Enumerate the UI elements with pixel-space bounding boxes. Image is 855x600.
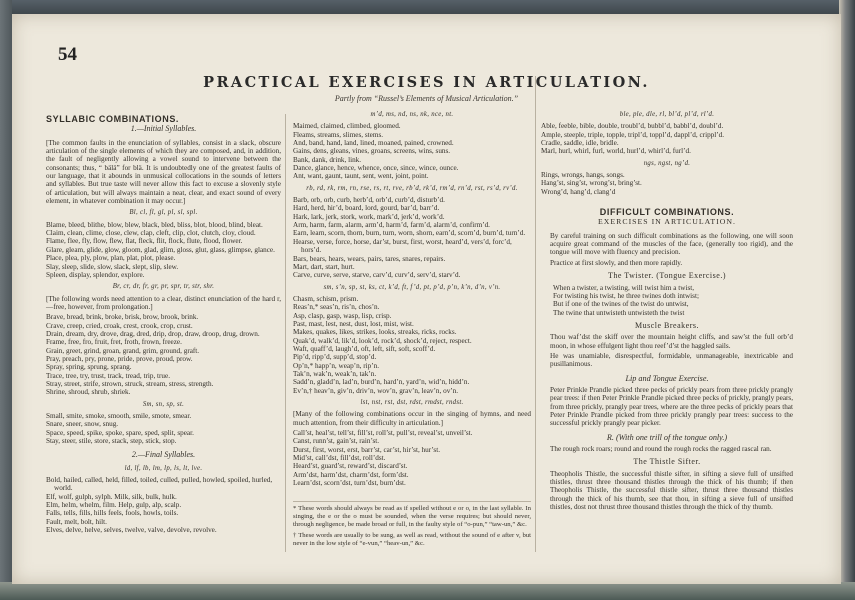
- footnote-rule: [293, 501, 531, 502]
- group-label-md: m’d, ms, nd, ns, nk, nce, nt.: [370, 111, 454, 118]
- word-line: Drain, dream, dry, drove, drag, dred, drip, drop, draw, droop, drug, drown.: [46, 329, 260, 338]
- word-line: Frame, free, fro, fruit, fret, froth, frown, freeze.: [46, 338, 182, 347]
- word-line: Call’st, heal’st, tell’st, fill’st, roll’st, pull’st, reveal’st, unveil’st.: [293, 429, 473, 438]
- scan-edge-right: [839, 0, 855, 600]
- word-line: Op’n,* happ’n, weap’n, rip’n.: [293, 361, 380, 370]
- word-line: Durst, first, worst, erst, barr’st, car’st, hir’st, hur’st.: [293, 445, 440, 454]
- word-line: Pray, preach, pry, prone, pride, prove, proud, prow.: [46, 354, 193, 363]
- word-list: [541, 122, 793, 155]
- group-label-bl: Bl, cl, fl, gl, pl, sl, spl.: [129, 209, 198, 217]
- word-line: Slay, sleep, slide, slow, slack, slept, slip, slew.: [46, 262, 179, 271]
- group-label-sm: Sm, sn, sp, st.: [142, 400, 185, 408]
- word-line: Space, speed, spike, spoke, spare, sped, split, spear.: [46, 428, 194, 437]
- group-label-sm-sn: sm, s’n, sp, st, ks, ct, k’d, ft, f’d, pt, p’d, p’n, k’n, d’n, v’n.: [323, 283, 501, 291]
- word-line: Makes, quakes, likes, strikes, looks, streaks, ricks, rocks.: [293, 328, 457, 337]
- word-line: Hard, herd, hir’d, board, lord, gourd, bar’d, barr’d.: [293, 204, 440, 213]
- note-paragraph: [The following words need attention to a clear, distinct enunciation of the hard r,—free, however, from prolongation.]: [46, 294, 281, 311]
- word-line: Sadd’n, gladd’n, lad’n, burd’n, hard’n, yard’n, wid’n, hidd’n.: [293, 378, 470, 387]
- r-exercise-paragraph: The rough rock roars; round and round the rough rocks the ragged rascal ran.: [550, 445, 772, 453]
- verse-line: But if one of the twines of the twist do untwist,: [553, 300, 689, 309]
- word-line: Ev’n,† heav’n, giv’n, driv’n, wov’n, grav’n, leav’n, ov’n.: [293, 386, 459, 395]
- word-line: Mart, dart, start, hurt.: [293, 262, 355, 271]
- word-line: Place, plea, ply, plow, plan, plat, plot, please.: [46, 254, 176, 263]
- word-line: Spray, spring, sprung, sprang.: [46, 363, 132, 372]
- word-line: Cradle, saddle, idle, bridle.: [541, 139, 619, 148]
- scan-edge-bottom: [0, 582, 855, 600]
- verse-line: For twisting his twist, he three twines doth intwist;: [553, 291, 699, 300]
- word-line: Spleen, display, splendor, explore.: [46, 270, 145, 279]
- intro-paragraph: [The common faults in the enunciation of syllables, consist in a slack, obscure articulation of the single elements of which they are composed, and, in addition, the fault of negligently allowing a vowel sound to intervene between the consonants; thus, “ bälä” for blä. It is undoubtedly one of the greatest faults of our language, that it abounds in unmusical collocations in the sounds of letters and syllables. But true taste will never allow this fact to excuse a slovenly style of articulation, but will always maintain a neat, clear, and exact sound of every element, in whatever combination it may occur.]: [46, 138, 281, 206]
- word-list: [46, 313, 281, 396]
- breakers-paragraph: Thou waf’dst the skiff over the mountain height cliffs, and saw’st the full orb’d moon, in whose effulgent light thou reef’d’st the haggled sails.: [550, 333, 793, 350]
- subheading-final-syllables: 2.—Final Syllables.: [131, 450, 196, 460]
- word-line: Stay, steer, stile, store, stack, step, stick, stop.: [46, 437, 177, 446]
- column-middle: [293, 111, 531, 550]
- word-line: Crave, creep, cried, croak, crest, crook, crop, crust.: [46, 321, 193, 330]
- page-title: PRACTICAL EXERCISES IN ARTICULATION.: [203, 74, 650, 91]
- lip-tongue-paragraph: Peter Prinkle Prandle picked three pecks of prickly pears from three prickly prangly pear trees: if then Peter Prinkle Prandle picked three pecks of prickly, prangly pears, from three prickly, prangly pear trees, where are the three pecks of prickly pears that Peter Prinkle Prandle picked from three prickly prangly pear trees: success to the successful prickly prangly pear picker.: [550, 385, 793, 428]
- word-list: [541, 171, 793, 196]
- word-line: Quak’d, walk’d, lik’d, look’d, rock’d, shock’d, reject, respect.: [293, 336, 472, 345]
- breakers-paragraph-2: He was unamiable, disrespectful, formidable, unmanageable, inextricable and pusillanimous.: [550, 351, 793, 369]
- footnote-1: * These words should always be read as if spelled without e or o, in the last syllable. In singing, the e or the o must be sounded, when the verse requires; but should never, through negligence, be made broad or full, in the faulty style of “o-pun,” “taw-un,” &c.: [293, 505, 531, 529]
- word-line: Snare, sneer, snow, snug.: [46, 420, 119, 429]
- word-line: Arm, harm, farm, alarm, arm’d, harm’d, farm’d, alarm’d, confirm’d.: [293, 221, 490, 230]
- page-subtitle: Partly from “Russel’s Elements of Musical Articulation.”: [334, 94, 519, 103]
- word-line: Elm, helm, whelm, film. Help, gulp, alp, scalp.: [46, 501, 182, 510]
- word-line: Marl, hurl, whirl, furl, world, hurl’d, whirl’d, furl’d.: [541, 147, 691, 156]
- group-label-br: Br, cr, dr, fr, gr, pr, spr, tr, str, shr.: [112, 283, 215, 291]
- heading-r-exercise: R. (With one trill of the tongue only.): [606, 432, 728, 442]
- heading-thistle-sifter: The Thistle Sifter.: [633, 457, 701, 467]
- intro-paragraph: By careful training on such difficult combinations as the following, one will soon acquire great command of the muscles of the face, (generally too rigid), and the tongue will move with fluency and precision.: [550, 231, 793, 257]
- subheading-exercises: EXERCISES IN ARTICULATION.: [598, 217, 736, 227]
- word-line: Fleams, streams, slimes, stems.: [293, 130, 384, 139]
- word-line: Small, smite, smoke, smooth, smile, smote, smear.: [46, 412, 192, 420]
- book-page: [12, 14, 841, 584]
- word-line: Maimed, claimed, climbed, gloomed.: [293, 122, 401, 131]
- word-line: Dance, glance, hence, whence, once, since, wince, ounce.: [293, 164, 459, 173]
- word-list: [293, 196, 531, 279]
- group-label-ngs: ngs, ngst, ng’d.: [643, 159, 691, 167]
- word-line: Past, mast, lest, nest, dust, lost, mist, wist.: [293, 319, 414, 328]
- word-line: Tak’n, wak’n, weak’n, tak’n.: [293, 369, 377, 378]
- word-line: Bars, bears, hears, wears, pairs, tares, snares, repairs.: [293, 254, 446, 263]
- column-left: [46, 111, 281, 534]
- word-line: Brave, bread, brink, broke, brisk, brow, brook, brink.: [46, 313, 199, 322]
- word-line: Ample, steeple, triple, topple, tripl’d, toppl’d, dappl’d, crippl’d.: [541, 130, 725, 139]
- word-line: Hearse, verse, force, horse, dar’st, burst, first, worst, heard’d, vers’d, forc’d, hors’d.: [293, 237, 512, 255]
- heading-twister: The Twister. (Tongue Exercise.): [608, 271, 726, 281]
- word-line: Elf, wolf, gulph, sylph. Milk, silk, bulk, hulk.: [46, 492, 177, 501]
- word-list: [293, 122, 531, 180]
- thistle-sifter-paragraph: Theopholis Thistle, the successful thistle sifter, in sifting a sieve full of unsifted thistles, thrust three thousand thistles through the thick of his thumb; if then Theopholis Thistle, the successful thistle sifter, thrust three thousand thistles through the thick of his thumb, see that thou, in sifting a sieve full of unsifted thistles, dost not thrust three thousand thistles through the thick of thy thumb.: [550, 469, 793, 512]
- word-line: Flame, flee, fly, flow, flew, flat, fleck, flit, flock, flute, flood, flower.: [46, 237, 243, 246]
- subheading-initial-syllables: 1.—Initial Syllables.: [130, 124, 197, 134]
- word-line: Earn, learn, scorn, thorn, burn, turn, worn, shorn, earn’d, scorn’d, burn’d, turn’d.: [293, 229, 526, 238]
- word-line: Falls, tells, fills, hills feels, fools, howls, toils.: [46, 509, 179, 518]
- word-line: Claim, clean, clime, close, clew, clap, cleft, clip, clot, clutch, cloy, cloud.: [46, 229, 256, 238]
- word-line: Fault, melt, bolt, hilt.: [46, 517, 107, 526]
- word-line: Hang’st, sing’st, wrong’st, bring’st.: [541, 179, 642, 188]
- word-line: Blame, bleed, blithe, blow, blew, black, bled, bliss, blot, blood, blind, bleat.: [46, 220, 263, 229]
- word-list: [46, 221, 281, 279]
- word-line: Hark, lark, jerk, stork, work, mark’d, jerk’d, work’d.: [293, 212, 445, 221]
- word-line: Bank, dank, drink, link.: [293, 155, 362, 164]
- word-line: Elves, delve, helve, selves, twelve, valve, devolve, revolve.: [46, 526, 217, 535]
- word-line: Learn’dst, scorn’dst, turn’dst, burn’dst.: [293, 479, 406, 488]
- word-list: [293, 429, 531, 487]
- intro-paragraph-2: Practice at first slowly, and then more rapidly.: [550, 258, 683, 267]
- column-right: [541, 111, 793, 513]
- word-line: Grain, greet, grind, groan, grand, grim, ground, graft.: [46, 346, 200, 355]
- group-label-ld: ld, lf, lb, lm, lp, ls, lt, lve.: [124, 464, 203, 472]
- note-paragraph: [Many of the following combinations occur in the singing of hymns, and need much attention, from their difficulty in articulation.]: [293, 410, 531, 427]
- page-number: 54: [58, 44, 77, 65]
- group-label-lst: lst, nst, rst, dst, rdst, rmdst, rndst.: [360, 399, 464, 406]
- heading-muscle-breakers: Muscle Breakers.: [635, 320, 699, 330]
- word-list: [46, 476, 281, 534]
- column-divider-1: [285, 114, 286, 552]
- word-line: Able, feeble, bible, double, troubl’d, bubbl’d, babbl’d, doubl’d.: [541, 122, 724, 131]
- verse-line: The twine that untwisteth untwisteth the twist: [553, 308, 685, 317]
- word-line: Mid’st, call’dst, fill’dst, roll’dst.: [293, 454, 386, 463]
- word-line: Asp, clasp, gasp, wasp, lisp, crisp.: [293, 311, 392, 320]
- word-line: Ant, want, gaunt, taunt, sent, went, joint, point.: [293, 172, 429, 181]
- word-line: Shrine, shroud, shrub, shriek.: [46, 388, 131, 397]
- word-line: Glare, gleam, glide, glow, gloom, glad, glim, gloss, glut, glass, glimpse, glance.: [46, 245, 275, 254]
- word-line: Barb, orb, orb, curb, herb’d, orb’d, curb’d, disturb’d.: [293, 196, 445, 205]
- word-line: Wrong’d, hang’d, clang’d: [541, 187, 616, 196]
- word-line: Arm’dst, harm’dst, charm’dst, form’dst.: [293, 470, 409, 479]
- word-line: Bold, hailed, called, held, filled, toiled, culled, pulled, howled, spoiled, hurled, world.: [46, 476, 273, 493]
- group-label-rb: rb, rd, rk, rm, rn, rse, rs, rt, rve, rb’d, rk’d, rm’d, rn’d, rst, rs’d, rv’d.: [306, 184, 518, 192]
- scan-edge-left: [0, 0, 12, 600]
- word-line: Gains, dens, gleans, vines, groans, screens, wins, suns.: [293, 147, 451, 156]
- word-list: [46, 412, 281, 445]
- group-label-ble: ble, ple, dle, rl, bl’d, pl’d, rl’d.: [619, 111, 715, 118]
- word-line: Reas’n,* seas’n, ris’n, chos’n.: [293, 303, 380, 312]
- word-line: Waft, quaff’d, laugh’d, oft, left, sift, soft, scoff’d.: [293, 344, 436, 353]
- word-line: And, band, hand, land, lined, moaned, pained, crowned.: [293, 139, 454, 148]
- word-line: Heard’st, guard’st, reward’st, discard’st.: [293, 462, 408, 471]
- word-line: Trace, tree, try, trust, track, tread, trip, true.: [46, 371, 171, 380]
- section-heading-difficult: DIFFICULT COMBINATIONS.: [599, 207, 735, 218]
- column-divider-2: [535, 76, 536, 552]
- word-line: Pip’d, ripp’d, supp’d, stop’d.: [293, 353, 377, 362]
- word-line: Carve, curve, serve, starve, carv’d, curv’d, serv’d, starv’d.: [293, 271, 461, 280]
- section-heading-syllabic: SYLLABIC COMBINATIONS.: [46, 114, 180, 124]
- word-line: Stray, street, strife, strown, struck, stream, stress, strength.: [46, 379, 214, 388]
- word-line: Rings, wrongs, hangs, songs.: [541, 171, 625, 180]
- word-list: [293, 295, 531, 395]
- word-line: Canst, runn’st, gain’st, rain’st.: [293, 437, 380, 446]
- footnote-2: † These words are usually to be sung, as well as read, without the sound of e after v, but never in the low style of “e-vun,” “heav-un,” &c.: [293, 531, 531, 547]
- word-line: Chasm, schism, prism.: [293, 294, 359, 303]
- verse-line: When a twister, a twisting, will twist him a twist,: [553, 283, 695, 292]
- scan-edge-top: [0, 0, 855, 14]
- heading-lip-tongue: Lip and Tongue Exercise.: [625, 373, 709, 383]
